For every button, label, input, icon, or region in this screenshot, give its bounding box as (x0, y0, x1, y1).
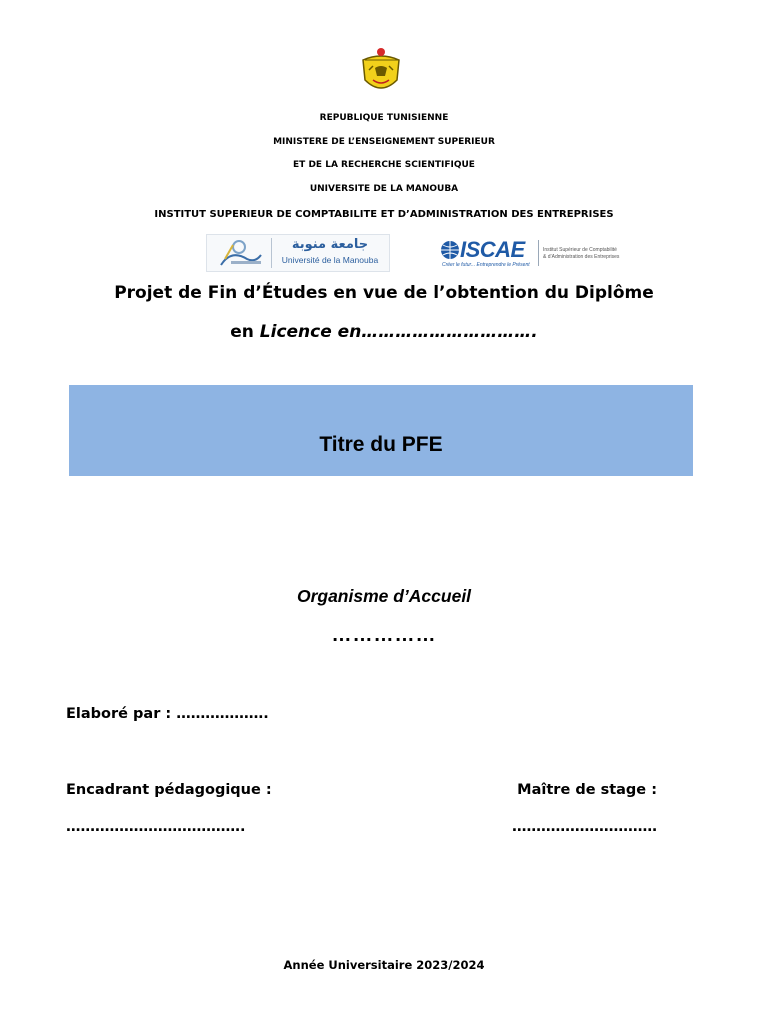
iscae-tagline: Créer le futur... Entreprendre le Présent (442, 262, 530, 268)
academic-supervisor-dots: ………………………………. (66, 819, 246, 835)
iscae-globe-icon (440, 240, 460, 260)
coat-of-arms-icon (355, 46, 407, 98)
iscae-name: ISCAE (460, 237, 525, 262)
iscae-logo (438, 236, 618, 270)
pfe-title: Titre du PFE (319, 433, 443, 456)
company-supervisor-label: Maître de stage : (517, 782, 657, 798)
project-line-1: Projet de Fin d’Études en vue de l’obtention du Diplôme (114, 283, 654, 303)
academic-year: Année Universitaire 2023/2024 (283, 958, 485, 972)
organisme-placeholder: …………… (331, 624, 437, 646)
project-line-2-prefix: en (230, 322, 260, 342)
iscae-description-2: & d’Administration des Entreprises (543, 254, 620, 260)
title-band (69, 385, 693, 476)
manouba-logo (206, 234, 390, 272)
ministry-heading-2: ET DE LA RECHERCHE SCIENTIFIQUE (293, 160, 475, 170)
author-label: Elaboré par : ………………. (66, 706, 269, 722)
manouba-french-name: Université de la Manouba (281, 255, 379, 265)
organisme-label: Organisme d’Accueil (296, 586, 472, 606)
project-line-2 (0, 322, 768, 342)
academic-supervisor-label: Encadrant pédagogique : (66, 782, 272, 798)
institute-heading: INSTITUT SUPERIEUR DE COMPTABILITE ET D’ADMINISTRATION DES ENTREPRISES (154, 209, 614, 220)
university-heading: UNIVERSITE DE LA MANOUBA (309, 184, 459, 194)
iscae-description-1: Institut Supérieur de Comptabilité (543, 247, 617, 253)
manouba-arabic-name: جامعة منوبة (291, 237, 369, 252)
manouba-emblem-icon (211, 237, 267, 269)
company-supervisor-dots: ………………………… (512, 819, 657, 835)
republic-heading: REPUBLIQUE TUNISIENNE (319, 113, 449, 123)
project-line-2-degree: Licence en…………………………. (259, 322, 538, 342)
ministry-heading: MINISTERE DE L’ENSEIGNEMENT SUPERIEUR (273, 137, 495, 147)
